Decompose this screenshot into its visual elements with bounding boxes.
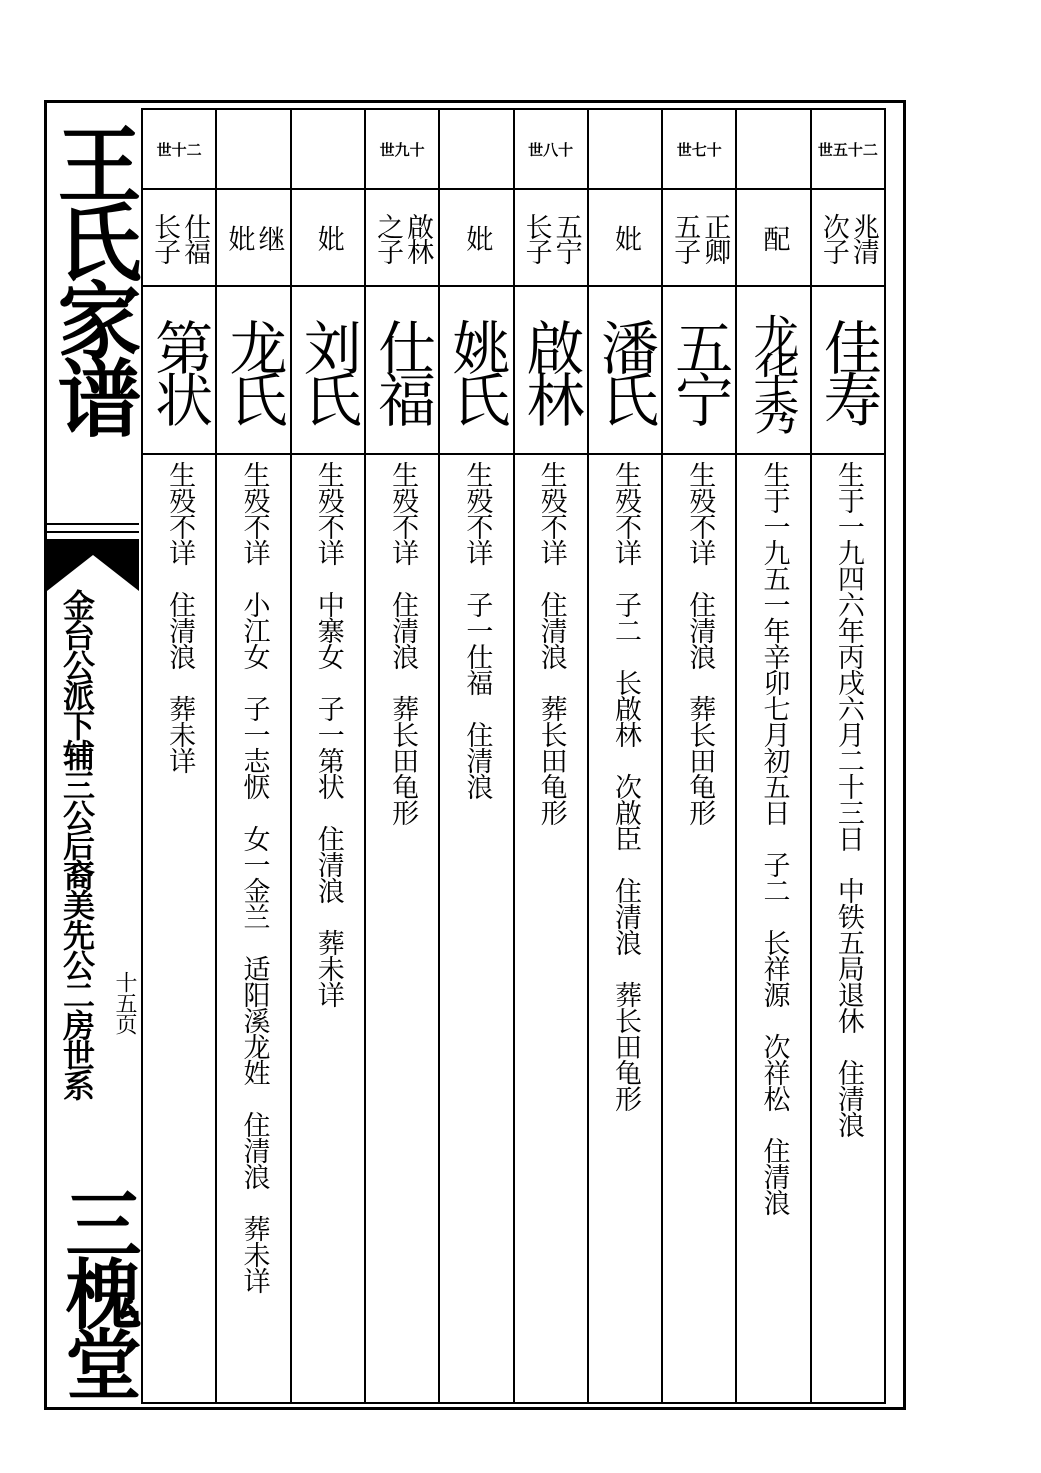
description-cell — [217, 455, 289, 1402]
person-name: 啟林 — [516, 318, 585, 422]
entry-column — [364, 110, 438, 1402]
name-cell — [292, 287, 364, 455]
person-name: 仕福 — [368, 318, 437, 422]
name-cell — [217, 287, 289, 455]
generation-cell — [292, 110, 364, 190]
name-cell — [589, 287, 661, 455]
generation-cell: 世九十 — [366, 110, 438, 190]
description-text: 生殁不详 住清浪 葬长田龟形 — [684, 461, 716, 825]
description-cell — [737, 455, 809, 1402]
relation-cell — [440, 190, 512, 287]
name-cell — [366, 287, 438, 455]
relation-text: 配 — [758, 225, 790, 250]
description-cell — [515, 455, 587, 1402]
generation-cell — [217, 110, 289, 190]
entry-column — [513, 110, 587, 1402]
person-name: 潘氏 — [590, 318, 659, 422]
person-name: 五宁 — [665, 318, 734, 422]
description-text: 生殁不详 子二 长啟林 次啟臣 住清浪 葬长田龟形 — [609, 461, 641, 1111]
generation-cell: 世八十 — [515, 110, 587, 190]
genealogy-table — [141, 108, 886, 1404]
description-text: 生于一九五一年辛卯七月初五日 子二 长祥源 次祥松 住清浪 — [758, 461, 790, 1215]
wedge-left — [47, 555, 93, 591]
generation-cell — [440, 110, 512, 190]
description-text: 生殁不详 中寨女 子一第状 住清浪 葬未详 — [312, 461, 344, 1007]
description-cell — [440, 455, 512, 1402]
description-text: 生殁不详 住清浪 葬长田龟形 — [535, 461, 567, 825]
name-cell — [663, 287, 735, 455]
generation-cell — [737, 110, 809, 190]
relation-text: 仕福 长子 — [149, 212, 211, 263]
relation-text: 兆清 次子 — [817, 212, 879, 263]
relation-cell — [812, 190, 884, 287]
description-cell — [589, 455, 661, 1402]
description-cell — [366, 455, 438, 1402]
relation-cell — [366, 190, 438, 287]
relation-text: 妣 — [312, 225, 344, 250]
person-name: 龙华秀 — [746, 313, 801, 427]
entry-column — [661, 110, 735, 1402]
relation-cell — [737, 190, 809, 287]
entry-column — [438, 110, 512, 1402]
page-number: 十五页 — [112, 971, 137, 1034]
spine — [44, 103, 142, 1407]
description-text: 生殁不详 住清浪 葬未详 — [164, 461, 196, 773]
relation-text: 正卿 五子 — [669, 212, 731, 263]
generation-cell: 世十二 — [143, 110, 215, 190]
description-cell — [292, 455, 364, 1402]
lineage-subtitle: 金台公派下辅三公后裔美先公二房世系 — [58, 589, 96, 1099]
description-text: 生殁不详 子一仕福 住清浪 — [461, 461, 493, 799]
divider-line — [47, 523, 139, 525]
description-cell — [143, 455, 215, 1402]
generation-cell: 世五十二 — [812, 110, 884, 190]
name-cell — [143, 287, 215, 455]
wedge-right — [93, 555, 139, 591]
person-name: 刘氏 — [293, 318, 362, 422]
description-text: 生于一九四六年丙戌六月二十三日 中铁五局退休 住清浪 — [832, 461, 864, 1137]
relation-text: 继 妣 — [223, 225, 285, 250]
relation-cell — [663, 190, 735, 287]
entry-column — [735, 110, 809, 1402]
generation-cell — [589, 110, 661, 190]
generation-cell: 世七十 — [663, 110, 735, 190]
relation-text: 五宁 长子 — [520, 212, 582, 263]
name-cell — [440, 287, 512, 455]
description-cell — [663, 455, 735, 1402]
relation-cell — [515, 190, 587, 287]
divider-line — [47, 531, 139, 533]
relation-cell — [143, 190, 215, 287]
name-cell — [812, 287, 884, 455]
person-name: 第状 — [145, 318, 214, 422]
name-cell — [737, 287, 809, 455]
person-name: 佳寿 — [813, 318, 882, 422]
entry-column — [290, 110, 364, 1402]
relation-text: 妣 — [609, 225, 641, 250]
person-name: 姚氏 — [442, 318, 511, 422]
relation-cell — [589, 190, 661, 287]
description-text: 生殁不详 住清浪 葬长田龟形 — [387, 461, 419, 825]
description-cell — [812, 455, 884, 1402]
hall-name: 三槐堂 — [53, 1185, 142, 1395]
book-title: 王氏家谱 — [44, 121, 142, 433]
description-text: 生殁不详 小江女 子一志恹 女一金兰 适阳溪龙姓 住清浪 葬未详 — [238, 461, 270, 1293]
name-cell — [515, 287, 587, 455]
person-name: 龙氏 — [219, 318, 288, 422]
entry-column — [143, 110, 215, 1402]
black-band — [47, 539, 139, 555]
relation-cell — [292, 190, 364, 287]
entry-column — [587, 110, 661, 1402]
relation-text: 啟林 之子 — [372, 212, 434, 263]
relation-cell — [217, 190, 289, 287]
relation-text: 妣 — [461, 225, 493, 250]
entry-column — [215, 110, 289, 1402]
entry-column — [810, 110, 884, 1402]
